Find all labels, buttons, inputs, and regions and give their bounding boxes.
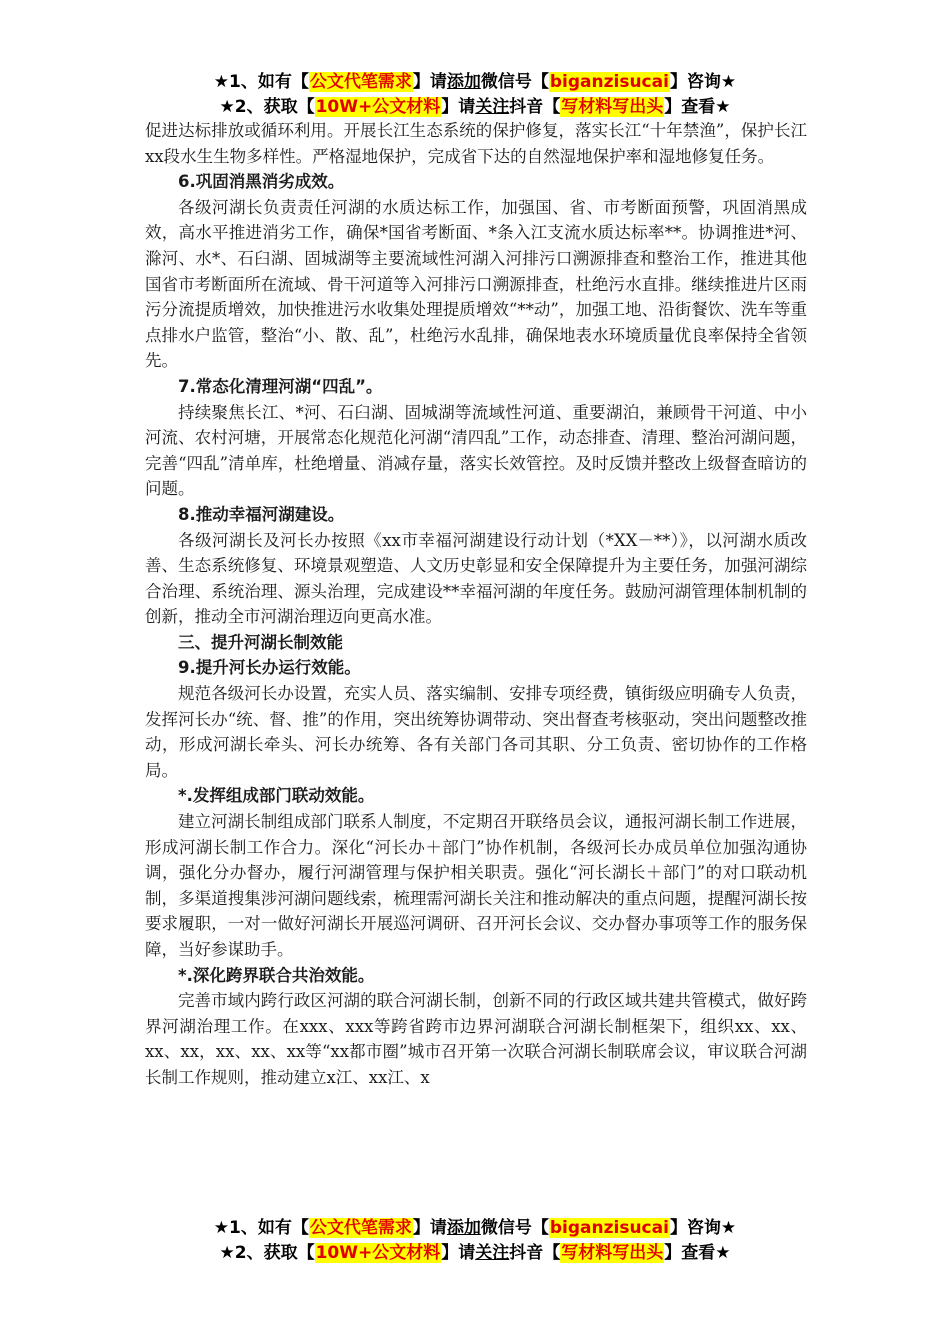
banner-text: 】请 (441, 97, 476, 117)
banner-text: 微信号【 (480, 72, 549, 92)
banner-highlight: biganzisucai (549, 72, 669, 92)
banner-line-2 (0, 95, 950, 120)
banner-text: 】请 (412, 1218, 447, 1238)
banner-text: 】请 (441, 1243, 476, 1263)
section-heading: 6.巩固消黑消劣成效。 (178, 172, 345, 192)
banner-text: 】查看★ (664, 1243, 731, 1263)
banner-text: 】咨询★ (669, 1218, 737, 1238)
banner-highlight: 写材料写出头 (561, 1243, 664, 1263)
section-heading: *.发挥组成部门联动效能。 (178, 786, 375, 806)
footer-banner (0, 1216, 950, 1266)
paragraph: 规范各级河长办设置，充实人员、落实编制、安排专项经费，镇街级应明确专人负责，发挥河长办“统、督、推”的作用，突出统筹协调带动、突出督查考核驱动，突出问题整改推动，形成河湖长牵头、河长办统筹、各有关部门各司其职、分工负责、密切协作的工作格局。 (145, 684, 807, 780)
banner-underline: 关注 (475, 97, 510, 117)
paragraph: 各级河湖长负责责任河湖的水质达标工作，加强国、省、市考断面预警，巩固消黑成效，高水平推进消劣工作，确保*国省考断面、*条入江支流水质达标率**。协调推进*河、滁河、水*、石臼湖、固城湖等主要流域性河湖入河排污口溯源排查和整治工作，推进其他国省市考断面所在流域、骨干河道等入河排污口溯源排查，杜绝污水直排。继续推进片区雨污分流提质增效，加快推进污水收集处理提质增效“**动”，加强工地、沿街餐饮、洗车等重点排水户监管，整治“小、散、乱”，杜绝污水乱排，确保地表水环境质量优良率保持全省领先。 (145, 197, 807, 371)
banner-highlight: 写材料写出头 (561, 97, 664, 117)
paragraph: 建立河湖长制组成部门联系人制度，不定期召开联络员会议，通报河湖长制工作进展，形成河湖长制工作合力。深化“河长办＋部门”协作机制，各级河长办成员单位加强沟通协调，强化分办督办，履行河湖管理与保护相关职责。强化“河长湖长＋部门”的对口联动机制，多渠道搜集涉河湖问题线索，梳理需河湖长关注和推动解决的重点问题，提醒河湖长按要求履职，一对一做好河湖长开展巡河调研、召开河长会议、交办督办事项等工作的服务保障，当好参谋助手。 (145, 812, 807, 959)
banner-highlight: 10W+公文材料 (315, 1243, 441, 1263)
banner-line-1 (0, 70, 950, 95)
banner-line-2 (0, 1241, 950, 1266)
banner-text: ★2、获取【 (219, 1243, 315, 1263)
banner-highlight: 公文代笔需求 (309, 72, 412, 92)
paragraph: 持续聚焦长江、*河、石臼湖、固城湖等流域性河道、重要湖泊，兼顾骨干河道、中小河流、农村河塘，开展常态化规范化河湖“清四乱”工作，动态排查、清理、整治河湖问题，完善“四乱”清单库，杜绝增量、消减存量，落实长效管控。及时反馈并整改上级督查暗访的问题。 (145, 402, 807, 499)
section-heading: *.深化跨界联合共治效能。 (178, 965, 375, 985)
banner-highlight: 公文代笔需求 (309, 1218, 412, 1238)
banner-text: 】请 (412, 72, 447, 92)
paragraph: 完善市域内跨行政区河湖的联合河湖长制，创新不同的行政区域共建共管模式，做好跨界河湖治理工作。在xxx、xxx等跨省跨市边界河湖联合河湖长制框架下，组织xx、xx、xx、xx，xx、xx、xx等“xx都市圈”城市召开第一次联合河湖长制联席会议，审议联合河湖长制工作规则，推动建立x江、xx江、x (145, 991, 807, 1087)
section-heading: 7.常态化清理河湖“四乱”。 (178, 376, 383, 396)
banner-line-1 (0, 1216, 950, 1241)
banner-text: 】咨询★ (669, 72, 737, 92)
document-body (145, 118, 807, 1091)
banner-text: ★2、获取【 (219, 97, 315, 117)
section-heading: 9.提升河长办运行效能。 (178, 658, 361, 678)
paragraph: 促进达标排放或循环利用。开展长江生态系统的保护修复，落实长江“十年禁渔”，保护长江xx段水生生物多样性。严格湿地保护，完成省下达的自然湿地保护率和湿地修复任务。 (145, 121, 807, 166)
banner-underline: 添加 (446, 1218, 481, 1238)
header-banner (0, 70, 950, 120)
banner-highlight: 10W+公文材料 (315, 97, 441, 117)
banner-highlight: biganzisucai (549, 1218, 669, 1238)
banner-underline: 添加 (446, 72, 481, 92)
banner-text: ★1、如有【 (213, 1218, 309, 1238)
banner-text: 抖音【 (509, 97, 561, 117)
banner-underline: 关注 (475, 1243, 510, 1263)
section-heading: 8.推动幸福河湖建设。 (178, 504, 345, 524)
banner-text: 抖音【 (509, 1243, 561, 1263)
banner-text: 】查看★ (664, 97, 731, 117)
banner-text: ★1、如有【 (213, 72, 309, 92)
chapter-heading: 三、提升河湖长制效能 (178, 632, 343, 652)
paragraph: 各级河湖长及河长办按照《xx市幸福河湖建设行动计划（*XX－**）》，以河湖水质改善、生态系统修复、环境景观塑造、人文历史彰显和安全保障提升为主要任务，加强河湖综合治理、系统治理、源头治理，完成建设**幸福河湖的年度任务。鼓励河湖管理体制机制的创新，推动全市河湖治理迈向更高水准。 (145, 530, 807, 627)
banner-text: 微信号【 (480, 1218, 549, 1238)
